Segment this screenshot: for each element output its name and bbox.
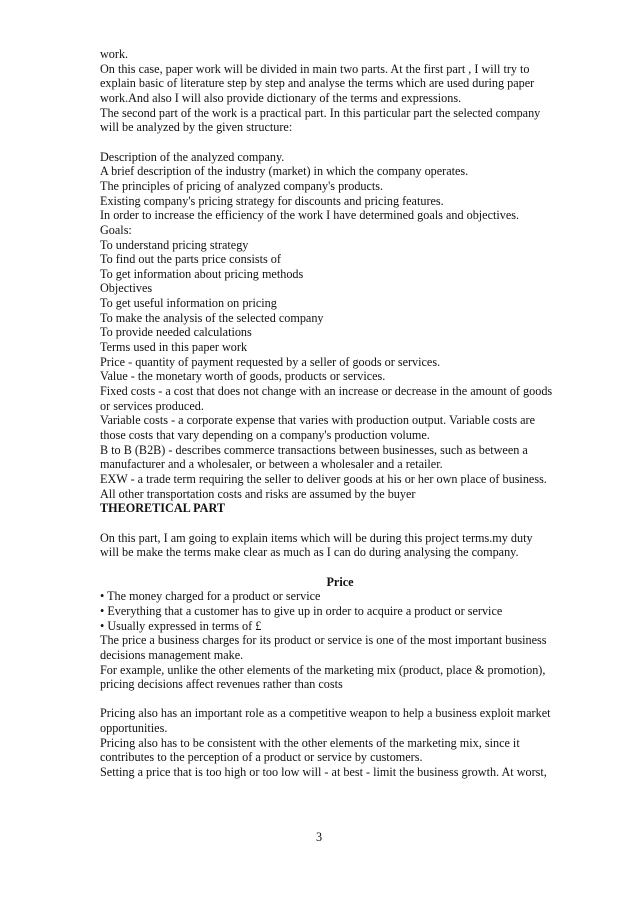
text-line: contributes to the perception of a product or service by customers. — [100, 750, 423, 765]
blank-line — [100, 692, 580, 707]
text-line: B to B (B2B) - describes commerce transactions between businesses, such as between a — [100, 442, 528, 457]
text-line: Setting a price that is too high or too low will - at best - limit the business growth. At worst, — [100, 765, 547, 780]
text-line: Existing company's pricing strategy for discounts and pricing features. — [100, 193, 444, 208]
text-line: Variable costs - a corporate expense that varies with production output. Variable costs are — [100, 413, 535, 428]
text-line: Objectives — [100, 281, 153, 296]
text-line: work. — [100, 47, 129, 61]
text-line: Pricing also has to be consistent with the other elements of the marketing mix, since it — [100, 735, 520, 750]
section-heading: Price — [326, 574, 354, 589]
blank-line — [100, 560, 580, 575]
blank-line — [100, 516, 580, 531]
text-line: pricing decisions affect revenues rather than costs — [100, 677, 343, 692]
text-line: Goals: — [100, 222, 132, 237]
text-line: In order to increase the efficiency of the work I have determined goals and objectives. — [100, 208, 520, 223]
text-line: To understand pricing strategy — [100, 237, 249, 252]
text-line: Price - quantity of payment requested by a seller of goods or services. — [100, 354, 441, 369]
text-line: Fixed costs - a cost that does not change with an increase or decrease in the amount of goods — [100, 384, 553, 399]
blank-line — [100, 135, 580, 150]
document-body — [100, 47, 580, 780]
text-line: manufacturer and a wholesaler, or between a wholesaler and a retailer. — [100, 457, 443, 472]
text-line: Terms used in this paper work — [100, 340, 248, 355]
text-line: To get useful information on pricing — [100, 296, 277, 311]
text-line: will be analyzed by the given structure: — [100, 120, 293, 135]
text-line: Pricing also has an important role as a competitive weapon to help a business exploit market — [100, 706, 551, 721]
text-line: • Everything that a customer has to give up in order to acquire a product or service — [100, 603, 503, 618]
text-line: To get information about pricing methods — [100, 266, 304, 281]
text-line: EXW - a trade term requiring the seller to deliver goods at his or her own place of business. — [100, 472, 547, 487]
text-line: explain basic of literature step by step and analyse the terms which are used during paper — [100, 76, 535, 91]
text-line: All other transportation costs and risks are assumed by the buyer — [100, 486, 416, 501]
text-line: The price a business charges for its product or service is one of the most important business — [100, 633, 547, 648]
text-line: will be make the terms make clear as much as I can do during analysing the company. — [100, 545, 519, 560]
text-line: The principles of pricing of analyzed company's products. — [100, 178, 384, 193]
text-line: those costs that vary depending on a company's production volume. — [100, 428, 430, 443]
text-line: • Usually expressed in terms of £ — [100, 618, 262, 633]
text-line: A brief description of the industry (market) in which the company operates. — [100, 164, 469, 179]
text-line: • The money charged for a product or service — [100, 589, 321, 604]
text-line: To find out the parts price consists of — [100, 252, 281, 267]
text-line: decisions management make. — [100, 647, 244, 662]
text-line: Description of the analyzed company. — [100, 149, 285, 164]
text-line: To provide needed calculations — [100, 325, 252, 340]
text-line: On this case, paper work will be divided in main two parts. At the first part , I will try to — [100, 61, 530, 76]
text-line: On this part, I am going to explain items which will be during this project terms.my duty — [100, 530, 533, 545]
text-line: For example, unlike the other elements of the marketing mix (product, place & promotion), — [100, 662, 546, 677]
text-line: The second part of the work is a practical part. In this particular part the selected company — [100, 105, 541, 120]
text-line: opportunities. — [100, 721, 168, 736]
page-number: 3 — [315, 830, 323, 844]
text-line: work.And also I will also provide dictionary of the terms and expressions. — [100, 90, 462, 105]
text-line: To make the analysis of the selected company — [100, 310, 324, 325]
text-line: or services produced. — [100, 398, 204, 413]
text-line: Value - the monetary worth of goods, products or services. — [100, 369, 386, 384]
section-heading: THEORETICAL PART — [100, 501, 225, 516]
